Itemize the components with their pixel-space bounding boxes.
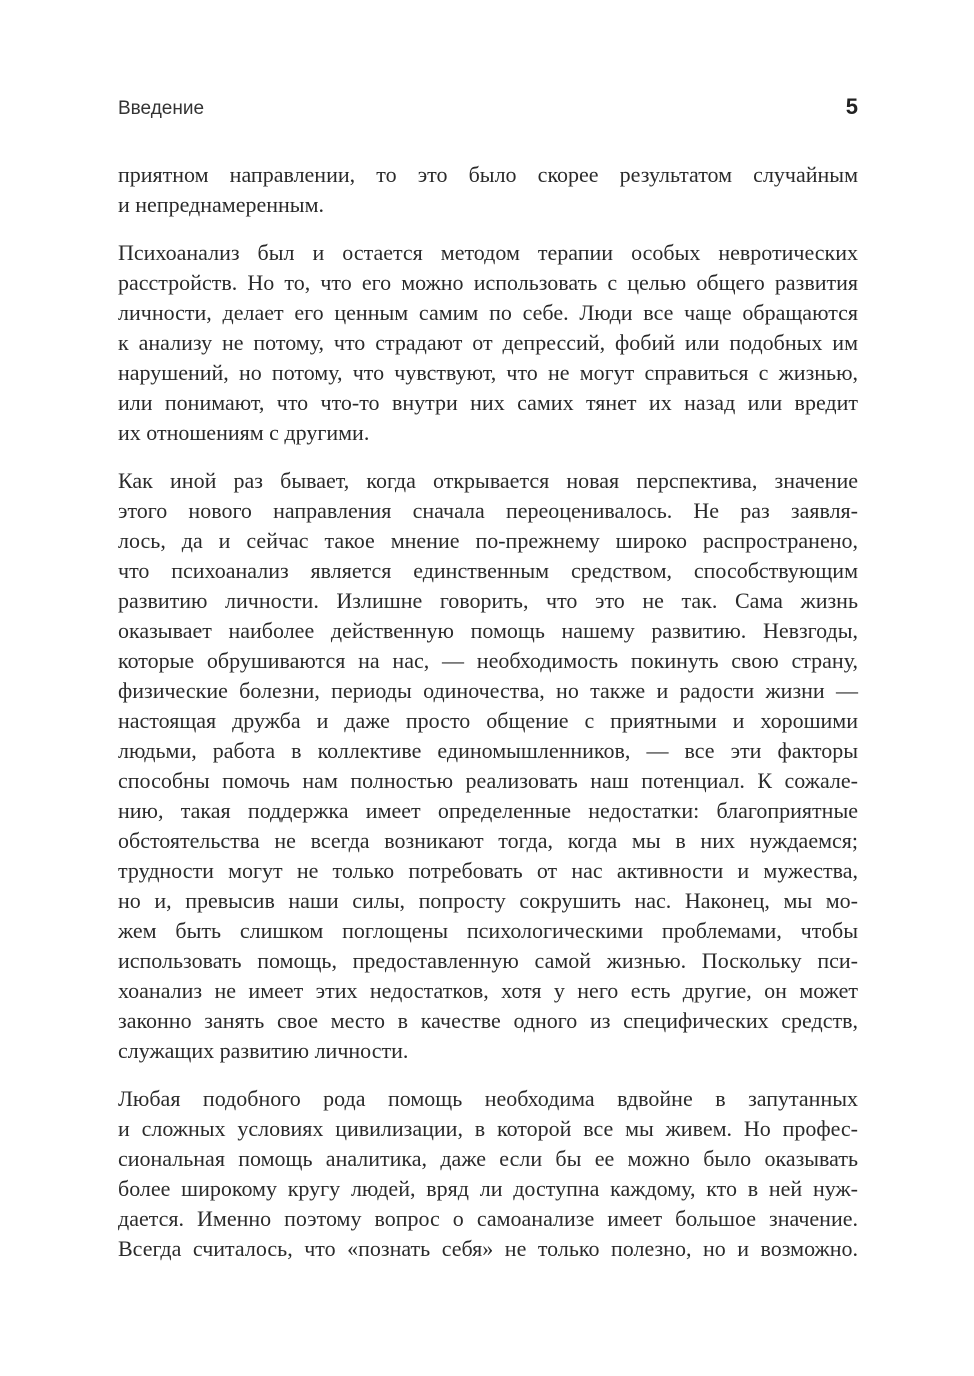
- text-line: людьми, работа в коллективе единомышленников, — все эти факторы: [118, 738, 858, 763]
- text-line: использовать помощь, предоставленную самой жизнью. Поскольку пси-: [118, 948, 858, 973]
- text-line: обстоятельства не всегда возникают тогда, когда мы в них нуждаемся;: [118, 828, 858, 853]
- text-line: но и, превысив наши силы, попросту сокрушить нас. Наконец, мы мо-: [118, 888, 858, 913]
- text-line: Любая подобного рода помощь необходима вдвойне в запутанных: [118, 1086, 858, 1111]
- text-line: нию, такая поддержка имеет определенные недостатки: благоприятные: [118, 798, 858, 823]
- text-line: и непреднамеренным.: [118, 192, 324, 217]
- text-line: Всегда считалось, что «познать себя» не только полезно, но и возможно.: [118, 1236, 858, 1261]
- text-line: Психоанализ был и остается методом терапии особых невротических: [118, 240, 858, 265]
- text-line: их отношениям с другими.: [118, 420, 370, 445]
- section-title: Введение: [118, 98, 205, 119]
- paragraph: [118, 466, 858, 1066]
- text-line: физические болезни, периоды одиночества, но также и радости жизни —: [118, 678, 858, 703]
- text-line: нарушений, но потому, что чувствуют, что не могут справиться с жизнью,: [118, 360, 858, 385]
- text-line: служащих развитию личности.: [118, 1038, 409, 1063]
- text-line: которые обрушиваются на нас, — необходимость покинуть свою страну,: [118, 648, 858, 673]
- text-line: к анализу не потому, что страдают от депрессий, фобий или подобных им: [118, 330, 858, 355]
- text-line: расстройств. Но то, что его можно использовать с целью общего развития: [118, 270, 858, 295]
- text-line: личности, делает его ценным самим по себе. Люди все чаще обращаются: [118, 300, 858, 325]
- text-line: жем быть слишком поглощены психологическими проблемами, чтобы: [118, 918, 858, 943]
- paragraph: [118, 1084, 858, 1264]
- text-line: и сложных условиях цивилизации, в которой все мы живем. Но профес-: [118, 1116, 858, 1141]
- text-line: законно занять свое место в качестве одного из специфических средств,: [118, 1008, 858, 1033]
- text-line: способны помочь нам полностью реализовать наш потенциал. К сожале-: [118, 768, 858, 793]
- text-line: дается. Именно поэтому вопрос о самоанализе имеет большое значение.: [118, 1206, 858, 1231]
- body-text: [118, 160, 858, 1282]
- text-line: хоанализ не имеет этих недостатков, хотя у него есть другие, он может: [118, 978, 858, 1003]
- page-number: 5: [845, 94, 858, 119]
- text-line: трудности могут не только потребовать от нас активности и мужества,: [118, 858, 858, 883]
- paragraph: [118, 160, 858, 220]
- text-line: оказывает наиболее действенную помощь нашему развитию. Невзгоды,: [118, 618, 858, 643]
- text-line: сиональная помощь аналитика, даже если бы ее можно было оказывать: [118, 1146, 858, 1171]
- text-line: что психоанализ является единственным средством, способствующим: [118, 558, 858, 583]
- text-line: Как иной раз бывает, когда открывается новая перспектива, значение: [118, 468, 858, 493]
- text-line: развитию личности. Излишне говорить, что это не так. Сама жизнь: [118, 588, 858, 613]
- paragraph: [118, 238, 858, 448]
- running-header: [118, 92, 858, 128]
- text-line: лось, да и сейчас такое мнение по-прежнему широко распространено,: [118, 528, 858, 553]
- text-line: этого нового направления сначала переоценивалось. Не раз заявля-: [118, 498, 858, 523]
- text-line: или понимают, что что-то внутри них самих тянет их назад или вредит: [118, 390, 858, 415]
- text-line: более широкому кругу людей, вряд ли доступна каждому, кто в ней нуж-: [118, 1176, 858, 1201]
- text-line: приятном направлении, то это было скорее результатом случайным: [118, 162, 858, 187]
- text-line: настоящая дружба и даже просто общение с приятными и хорошими: [118, 708, 858, 733]
